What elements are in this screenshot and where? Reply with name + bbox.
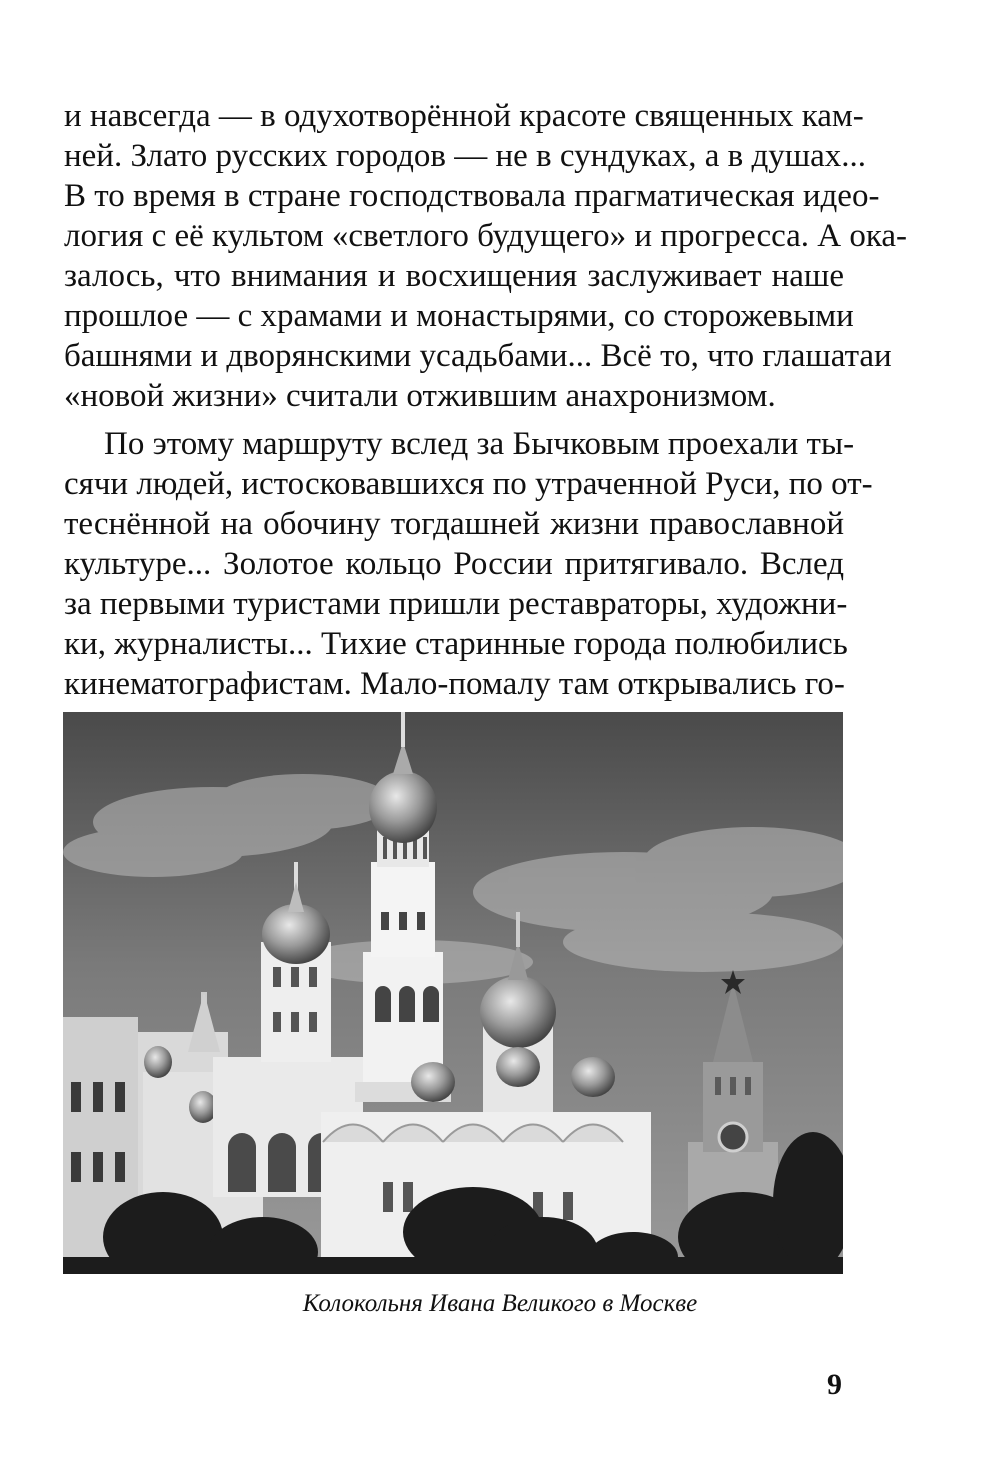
body-text [64,96,908,704]
text-line: сячи людей, истосковавшихся по утраченной Руси, по от- [64,466,873,502]
text-line: прошлое — с храмами и монастырями, со сторожевыми [64,298,854,334]
text-line: кинематографистам. Мало-помалу там открывались го- [64,666,845,702]
page-number: 9 [827,1368,842,1401]
text-line: за первыми туристами пришли реставраторы, художни- [64,586,848,622]
paragraph-1 [64,96,908,416]
kremlin-photo [63,712,843,1274]
text-line: теснённой на обочину тогдашней жизни православной [64,506,844,542]
text-line: В то время в стране господствовала прагматическая идео- [64,178,880,214]
paragraph-2 [64,424,873,704]
figure-caption: Колокольня Ивана Великого в Москве [302,1290,698,1317]
text-line: залось, что внимания и восхищения заслуживает наше [64,258,844,294]
text-line: и навсегда — в одухотворённой красоте священных кам- [64,98,864,134]
text-line: По этому маршруту вслед за Бычковым проехали ты- [104,426,855,462]
text-line: башнями и дворянскими усадьбами... Всё то, что глашатаи [64,338,892,374]
text-line: «новой жизни» считали отжившим анахронизмом. [64,378,776,414]
text-line: логия с её культом «светлого будущего» и прогресса. А ока- [64,218,908,254]
text-line: культуре... Золотое кольцо России притягивало. Вслед [64,546,844,582]
text-line: ней. Злато русских городов — не в сундуках, а в душах... [64,138,867,174]
text-line: ки, журналисты... Тихие старинные города полюбились [64,626,848,662]
